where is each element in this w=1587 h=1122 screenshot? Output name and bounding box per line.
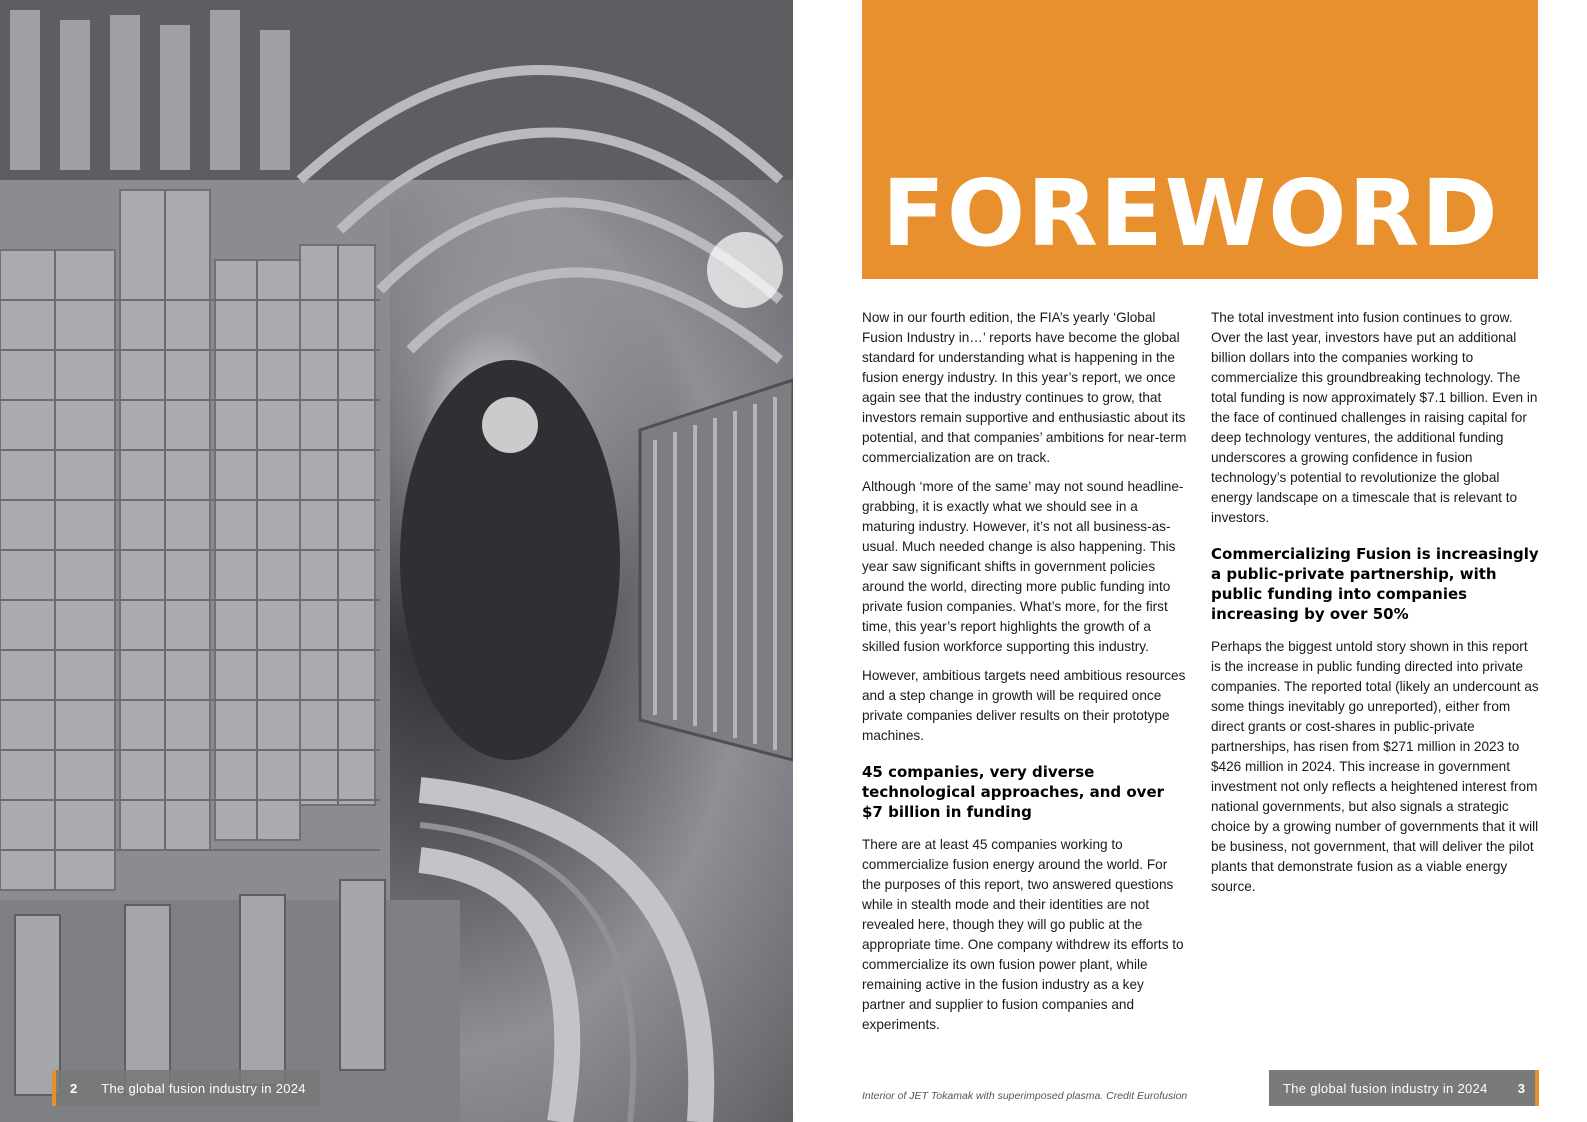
right-page-number: 3 — [1517, 1080, 1525, 1096]
text-column-right — [1211, 308, 1541, 906]
section-heading: 45 companies, very diverse technological approaches, and over $7 billion in funding — [862, 763, 1165, 821]
right-page-footer-tab — [1269, 1070, 1539, 1106]
tokamak-illustration — [0, 0, 793, 1122]
photo-caption: Interior of JET Tokamak with superimposed plasma. Credit Eurofusion — [862, 1090, 1188, 1102]
paragraph: However, ambitious targets need ambitious resources and a step change in growth will be required once private companies deliver results on their prototype machines. — [862, 668, 1186, 743]
text-column-left — [862, 308, 1187, 1044]
paragraph: Now in our fourth edition, the FIA’s yearly ‘Global Fusion Industry in…’ reports have become the global standard for understanding what is happening in the fusion energy industry. In this year’s report, we once again see that the industry continues to grow, that investors remain supportive and enthusiastic about its potential, and that companies’ ambitions for near-term commercialization are on track. — [862, 310, 1187, 465]
left-page-footer-tab — [52, 1070, 320, 1106]
paragraph: Although ‘more of the same’ may not sound headline-grabbing, it is exactly what we should see in a maturing industry. However, it’s not all business-as-usual. Much needed change is also happening. This year saw significant shifts in government policies around the world, directing more public funding into private fusion companies. What’s more, for the first time, this year’s report highlights the growth of a skilled fusion workforce supporting this industry. — [862, 479, 1184, 654]
paragraph: Perhaps the biggest untold story shown in this report is the increase in public funding directed into private companies. The reported total (likely an undercount as some things inevitably go unreported), either from direct grants or cost-shares in public-private partnerships, has risen from $271 million in 2023 to $426 million in 2024. This increase in government investment not only reflects a heightened interest from national governments, but also signals a strategic choice by a growing number of governments that it will be business, not government, that will deliver the pilot plants that demonstrate fusion as a viable energy source. — [1211, 639, 1539, 894]
paragraph: There are at least 45 companies working to commercialize fusion energy around the world. For the purposes of this report, two answered questions while in stealth mode and their identities are not revealed here, though they will go public at the appropriate time. One company withdrew its efforts to commercialize its own fusion power plant, while remaining active in the fusion industry as a key partner and supplier to fusion companies and experiments. — [862, 837, 1184, 1032]
tokamak-interior-photo — [0, 0, 793, 1122]
right-footer-title: The global fusion industry in 2024 — [1283, 1080, 1488, 1096]
paragraph: The total investment into fusion continues to grow. Over the last year, investors have put an additional billion dollars into the companies working to commercialize this groundbreaking technology. The total funding is now approximately $7.1 billion. Even in the face of continued challenges in raising capital for deep technology ventures, the additional funding underscores a growing confidence in fusion technology’s potential to revolutionize the global energy landscape on a timescale that is relevant to investors. — [1211, 310, 1538, 525]
section-heading: Commercializing Fusion is increasingly a public-private partnership, with public funding into companies increasing by over 50% — [1211, 545, 1539, 623]
left-footer-title: The global fusion industry in 2024 — [101, 1080, 306, 1096]
page-title: FOREWORD — [882, 160, 1500, 267]
left-page-number: 2 — [70, 1080, 78, 1096]
foreword-banner — [862, 0, 1538, 279]
